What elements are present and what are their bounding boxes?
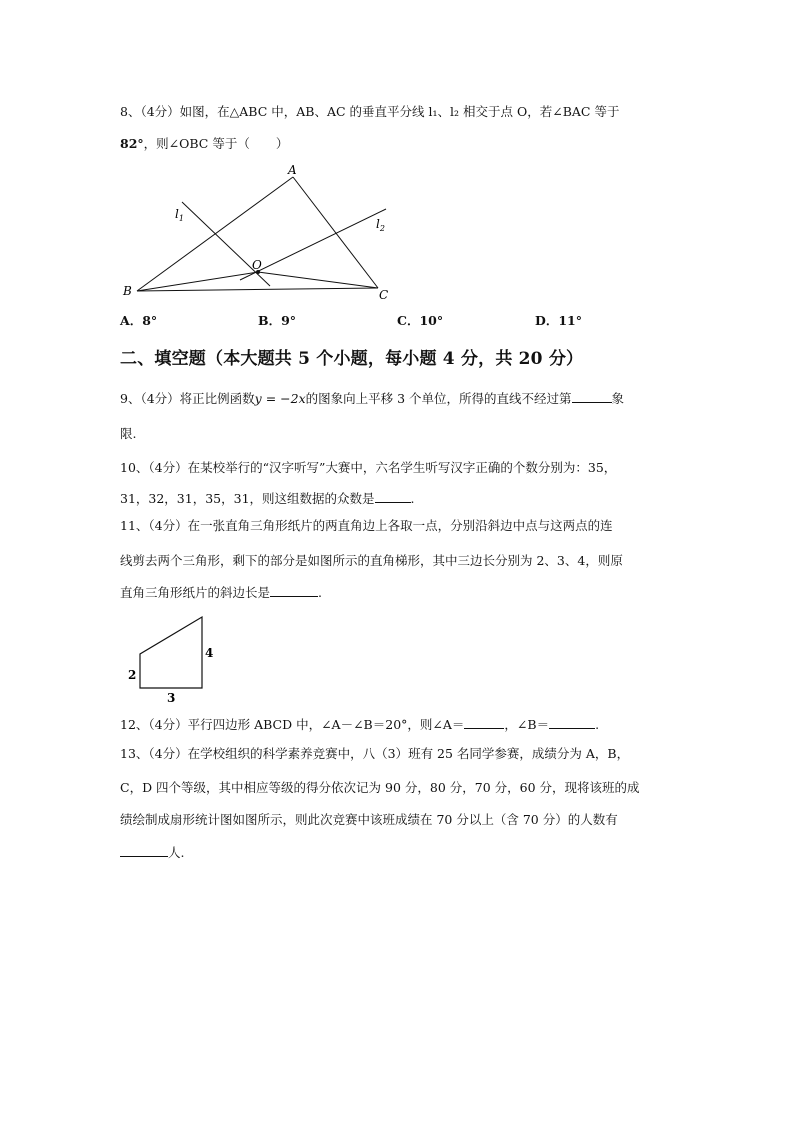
trapezoid-shape [140,617,202,688]
q8-paren-close: ） [275,136,289,151]
label-o: O [252,258,262,272]
label-a: A [288,163,297,177]
choice-c[interactable]: C．10° [397,313,444,328]
q8-text-line2 [120,135,288,153]
q13-text-line2: C，D 四个等级，其中相应等级的得分依次记为 90 分，80 分，70 分，60 分，现将该班的成 [120,780,640,795]
q9-formula: y = −2x [254,391,306,406]
q8-choices [120,311,680,331]
q8-triangle-figure [120,160,400,305]
q10-answer-blank[interactable] [375,490,411,503]
q8-angle-value: 82° [120,136,144,151]
q11-text-line3 [120,584,322,602]
q11-trapezoid-figure [124,612,224,707]
q10-part1: 31，32，31，35，31，则这组数据的众数是 [120,491,375,506]
q12-text [120,716,599,734]
q12-part2: ，∠B＝ [504,717,550,732]
label-side-left: 2 [128,668,137,682]
q12-part3: . [595,717,600,732]
choice-a[interactable]: A．8° [120,313,158,328]
segment-oc [258,272,378,288]
label-l2: $l_2$ [376,217,385,233]
q11-answer-blank[interactable] [270,584,318,597]
q13-answer-blank[interactable] [120,844,168,857]
segment-bo [137,272,258,291]
q9-text-line2: 限. [120,426,137,441]
q9-answer-blank[interactable] [572,390,612,403]
q8-text-line1: 8、（4分）如图，在△ABC 中，AB、AC 的垂直平分线 l₁、l₂ 相交于点 O，若∠BAC 等于 [120,104,620,119]
label-side-bottom: 3 [167,691,176,705]
q11-part2: . [318,585,322,600]
q9-part3: 象 [611,391,625,406]
choice-b[interactable]: B．9° [258,313,297,328]
q8-question-text: ，则∠OBC 等于（ [143,136,250,151]
q9-part2: 的图象向上平移 3 个单位，所得的直线不经过第 [305,391,572,406]
q10-part2: . [410,491,415,506]
q12-answer-blank-a[interactable] [464,716,504,729]
q12-answer-blank-b[interactable] [549,716,595,729]
q10-text-line1: 10、（4分）在某校举行的“汉字听写”大赛中，六名学生听写汉字正确的个数分别为：35， [120,460,617,475]
q9-part1: 9、（4分）将正比例函数 [120,391,255,406]
label-c: C [379,288,389,302]
q13-text-line4 [120,844,184,862]
q9-text-line1 [120,390,624,408]
q11-text-line1: 11、（4分）在一张直角三角形纸片的两直角边上各取一点，分别沿斜边中点与这两点的连 [120,518,613,533]
q13-part1: 人. [168,845,185,860]
q13-text-line3: 绩绘制成扇形统计图如图所示，则此次竞赛中该班成绩在 70 分以上（含 70 分）的人数有 [120,812,618,827]
label-b: B [123,284,132,298]
q11-text-line2: 线剪去两个三角形，剩下的部分是如图所示的直角梯形，其中三边长分别为 2、3、4，则原 [120,553,623,568]
q13-text-line1: 13、（4分）在学校组织的科学素养竞赛中，八（3）班有 25 名同学参赛，成绩分为 A，B， [120,746,630,761]
choice-d[interactable]: D．11° [535,313,582,328]
section-heading-fill-in: 二、填空题（本大题共 5 个小题，每小题 4 分，共 20 分） [120,349,584,369]
q12-part1: 12、（4分）平行四边形 ABCD 中，∠A－∠B＝20°，则∠A＝ [120,717,465,732]
q11-part1: 直角三角形纸片的斜边长是 [120,585,271,600]
q10-text-line2 [120,490,415,508]
segment-ac [293,177,378,288]
label-l1: $l_1$ [175,207,184,223]
label-side-right: 4 [205,646,214,660]
segment-bc [137,288,378,291]
